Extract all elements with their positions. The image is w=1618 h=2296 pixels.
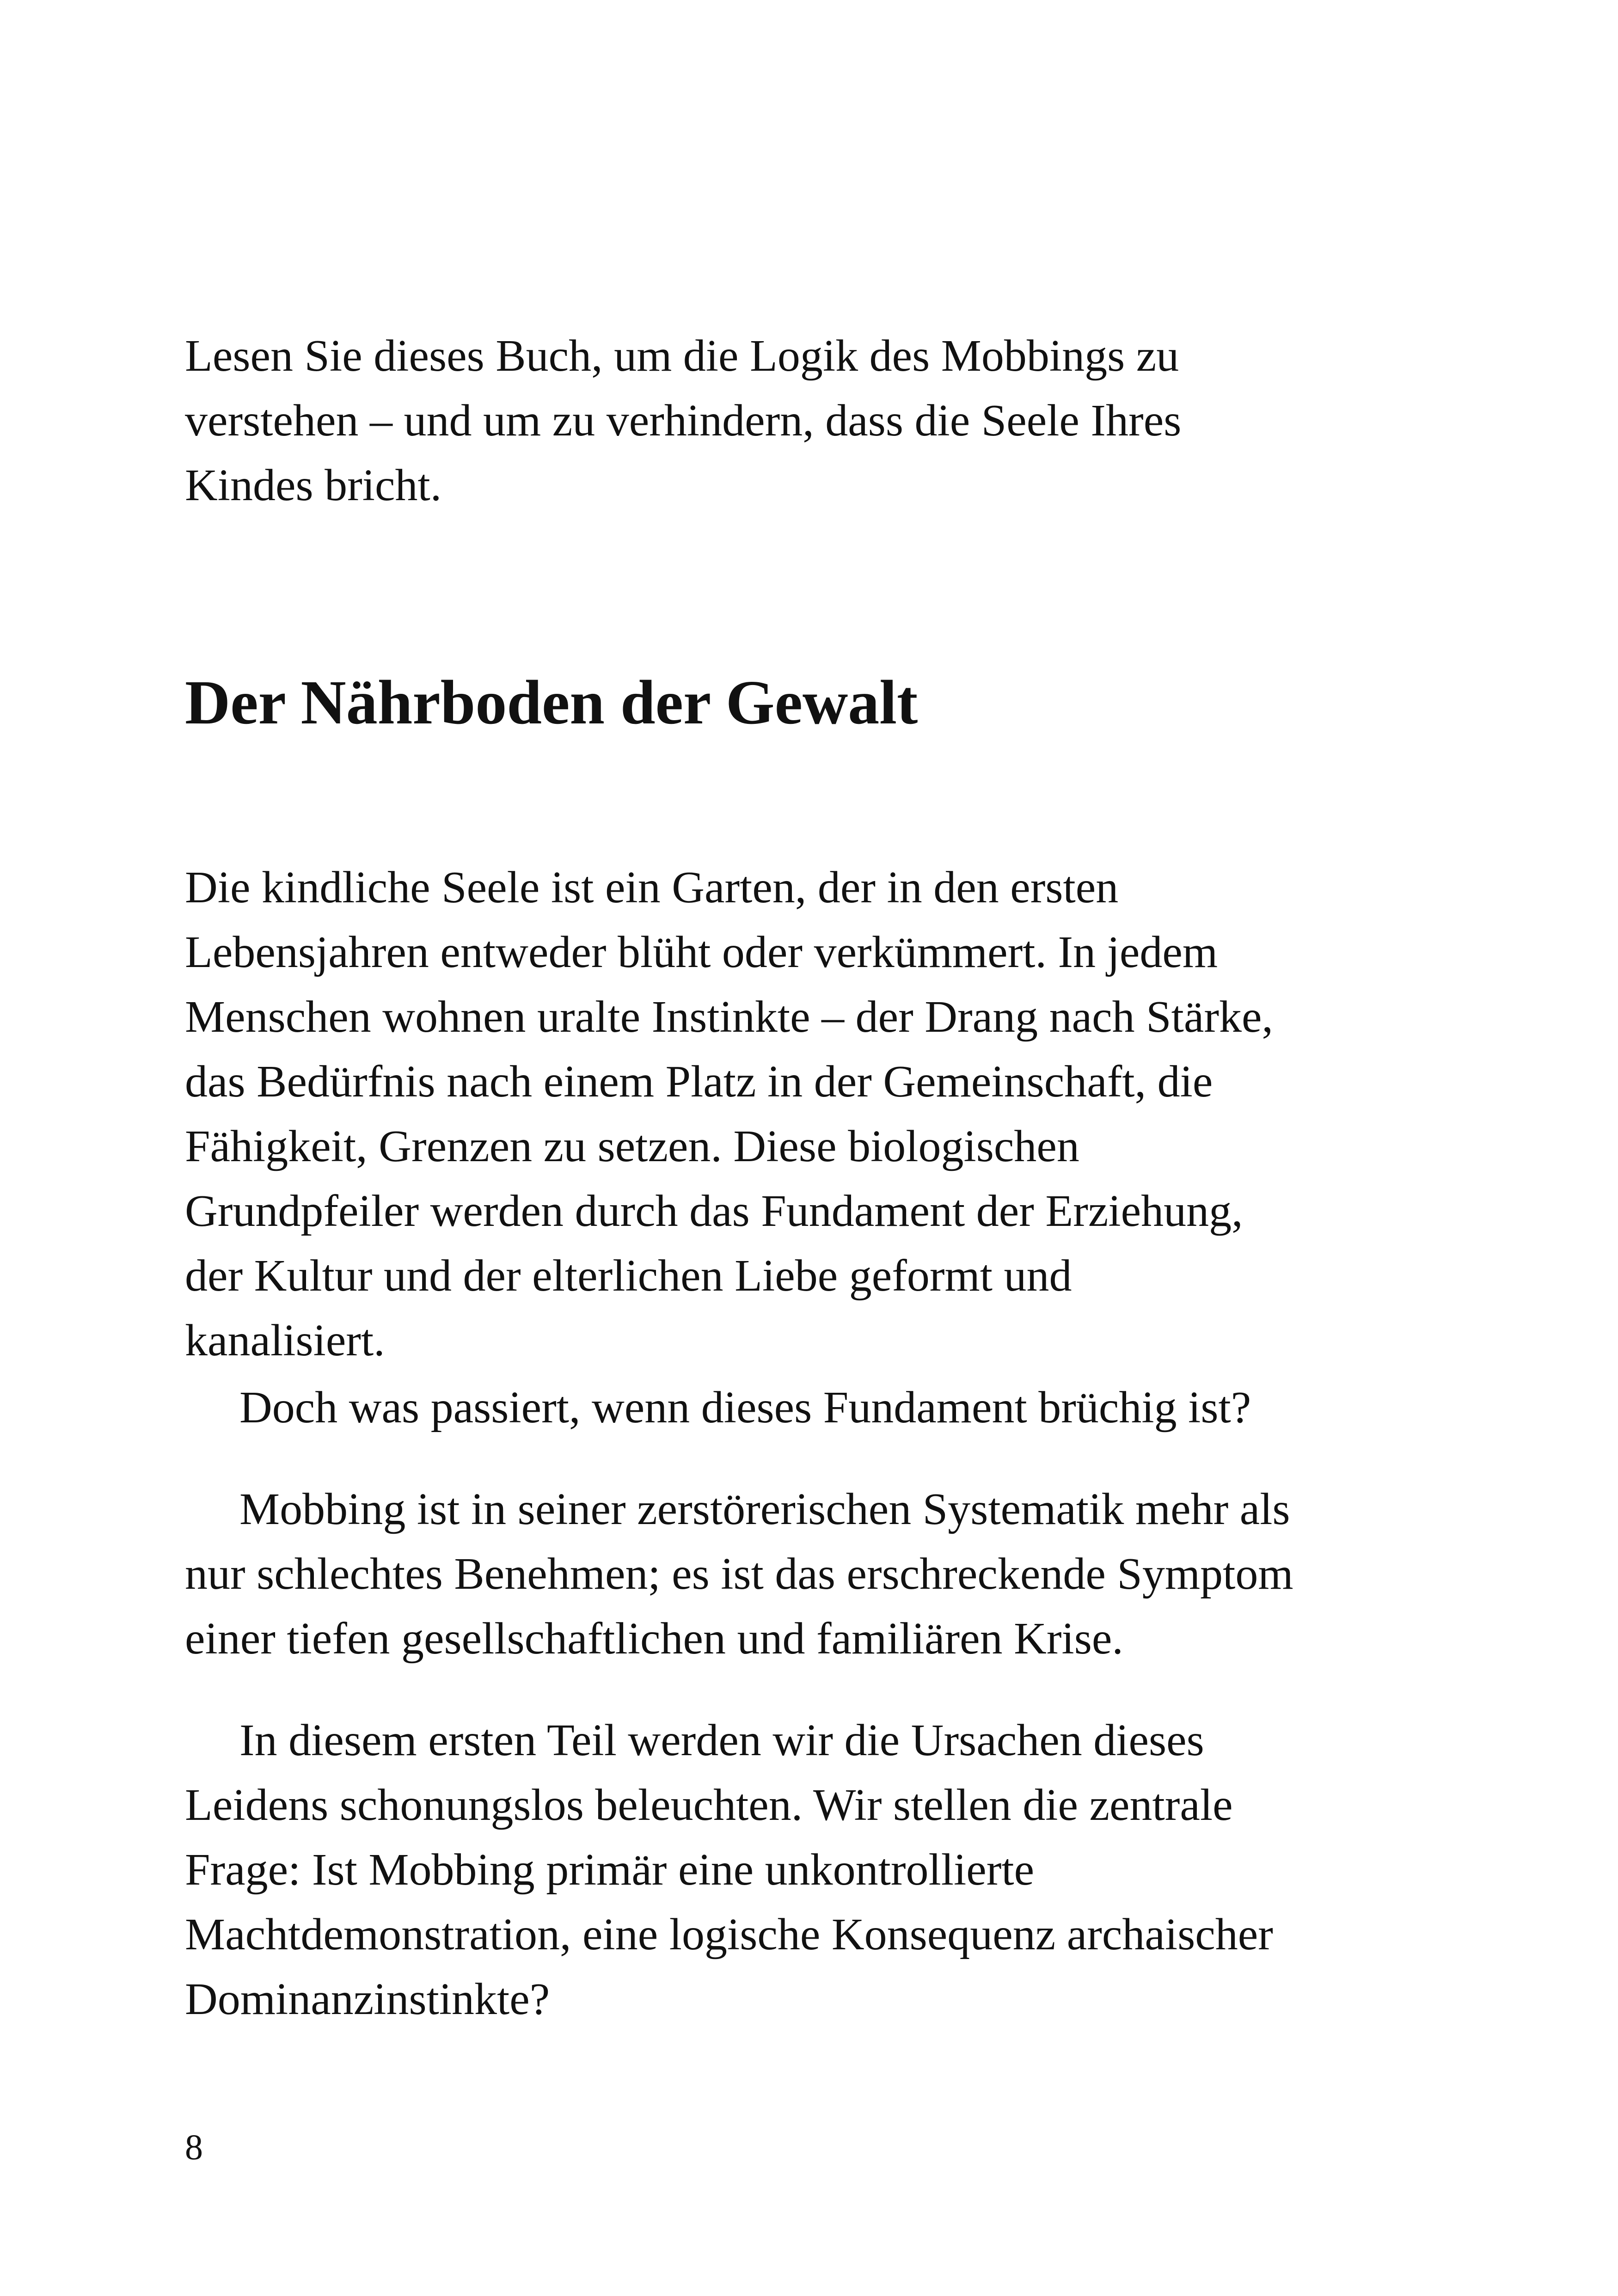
- body-paragraph-1: Die kindliche Seele ist ein Garten, der in den ersten Lebensjahren entweder blüht oder verkümmert. In jedem Menschen wohnen uralte Instinkte – der Drang nach Stärke, das Bedürfnis nach einem Platz in der Gemeinschaft, die Fähigkeit, Grenzen zu setzen. Diese biologischen Grundpfeiler werden durch das Fundament der Erziehung, der Kultur und der elterlichen Liebe geformt und kanalisiert.: [185, 863, 1273, 1365]
- page-number: 8: [185, 2127, 203, 2167]
- body-paragraph-2: Doch was passiert, wenn dieses Fundament brüchig ist?: [239, 1383, 1251, 1433]
- section-heading: Der Nährboden der Gewalt: [185, 668, 918, 737]
- intro-paragraph: Lesen Sie dieses Buch, um die Logik des Mobbings zu verstehen – und um zu verhindern, dass die Seele Ihres Kindes bricht.: [185, 331, 1182, 510]
- body-paragraph-4: In diesem ersten Teil werden wir die Ursachen dieses Leidens schonungslos beleuchten. Wir stellen die zentrale Frage: Ist Mobbing primär eine unkontrollierte Machtdemonstration, eine logische Konsequenz archaischer Dominanzinstinkte?: [185, 1715, 1273, 2024]
- body-paragraph-3: Mobbing ist in seiner zerstörerischen Systematik mehr als nur schlechtes Benehmen; es ist das erschreckende Symptom einer tiefen gesellschaftlichen und familiären Krise.: [185, 1484, 1293, 1664]
